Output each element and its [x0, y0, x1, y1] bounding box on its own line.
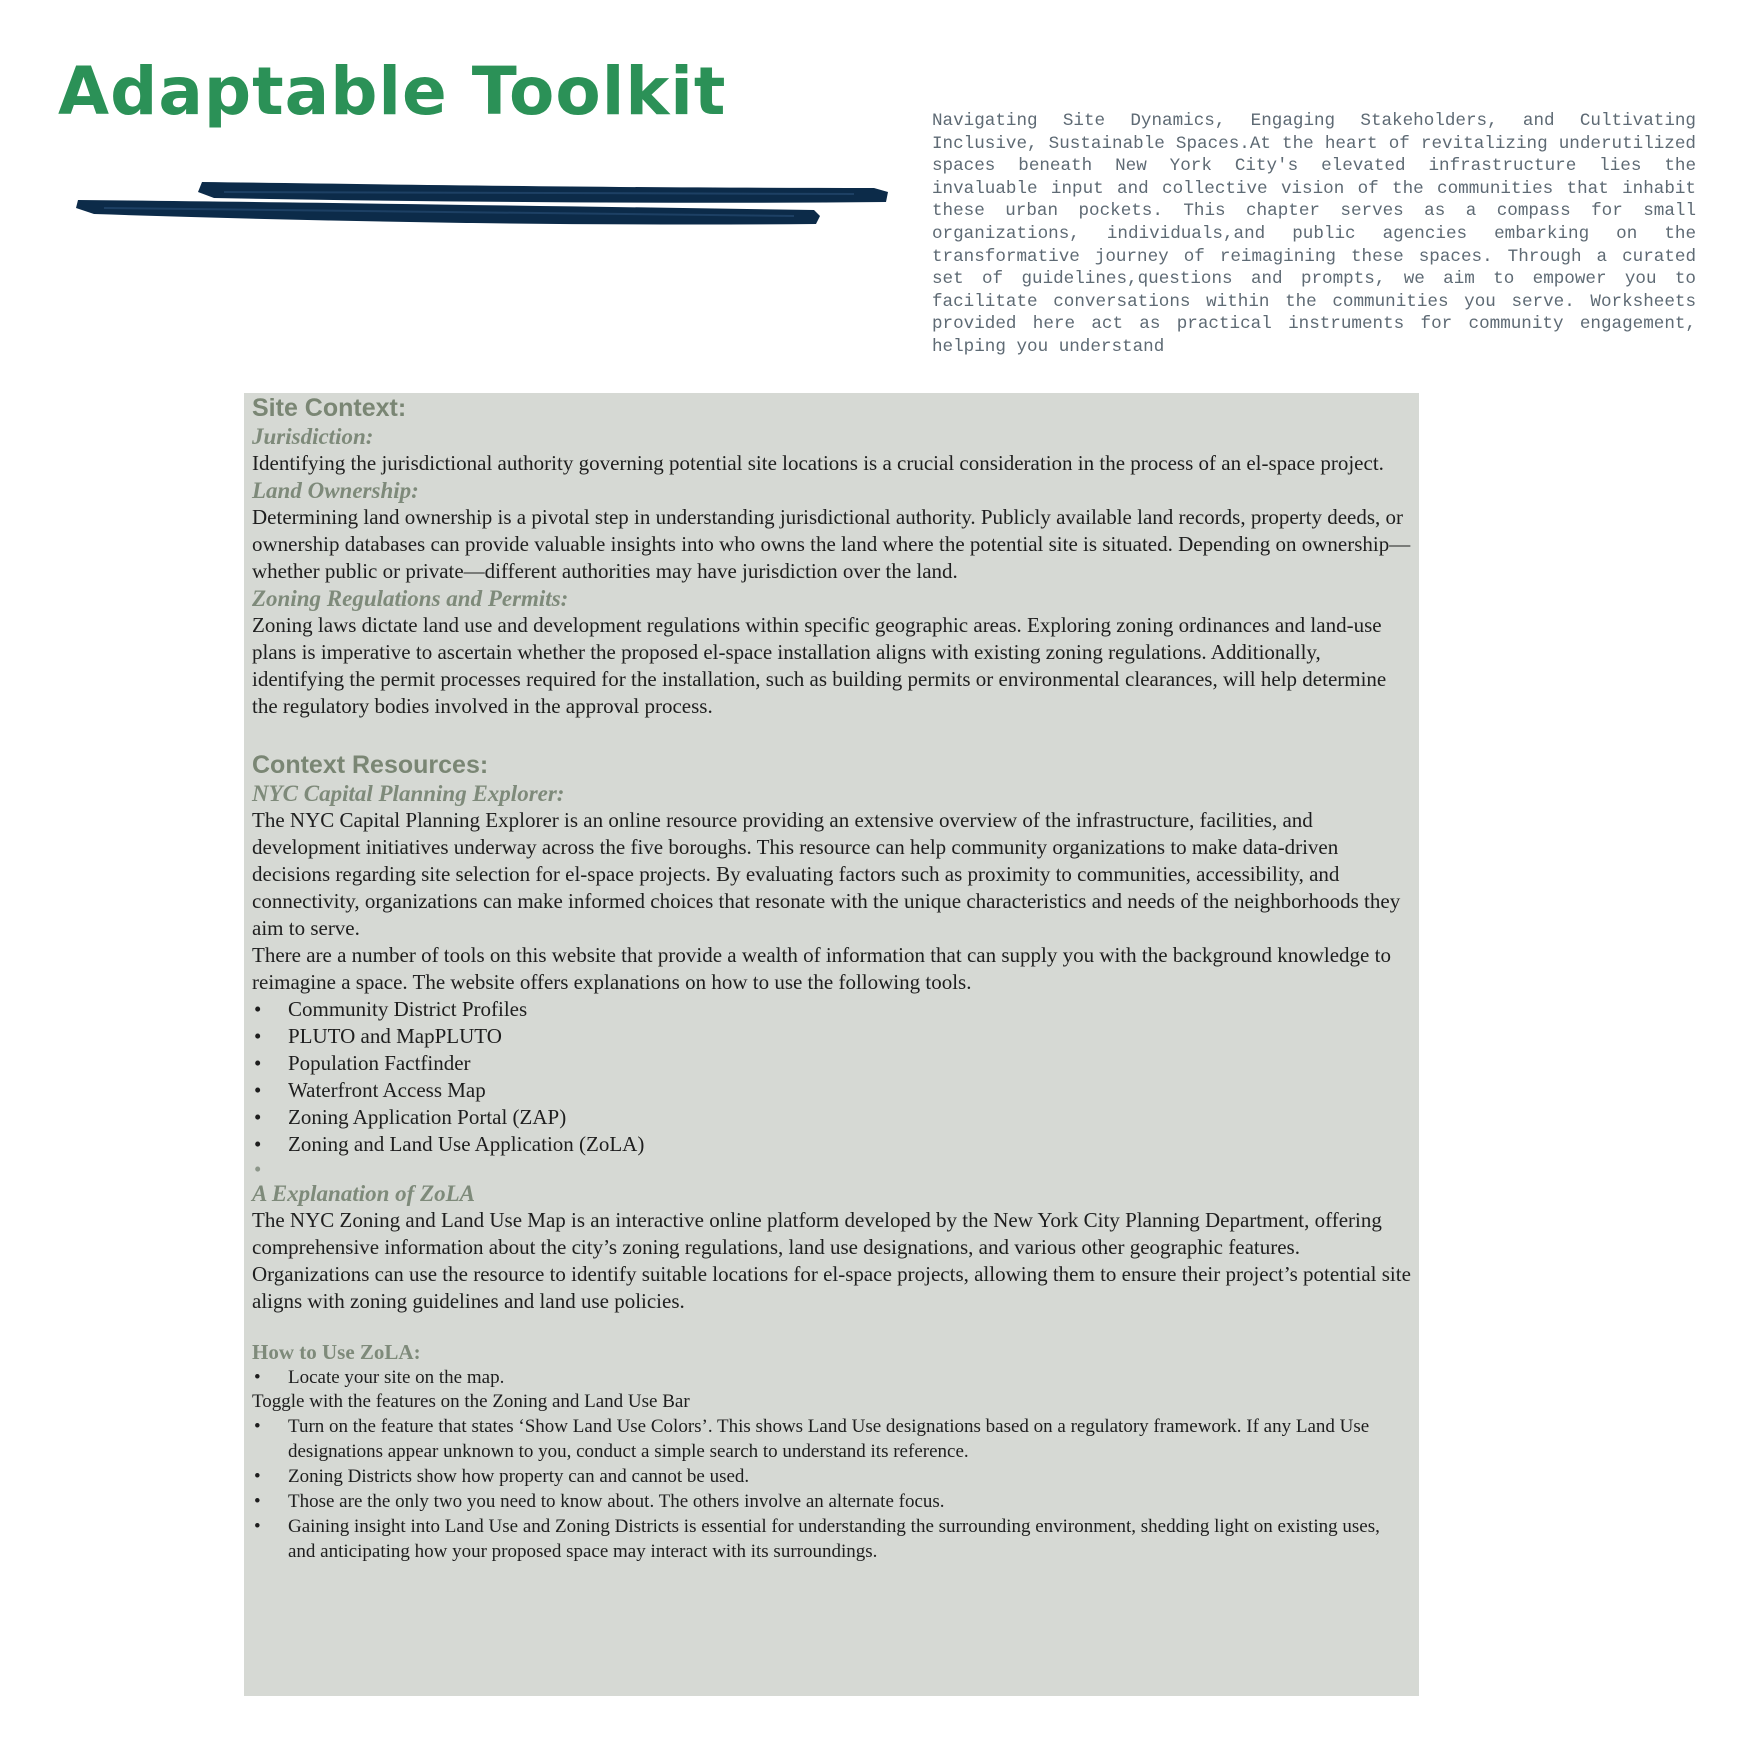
site-context-heading: Site Context:: [252, 394, 407, 422]
zola-text: The NYC Zoning and Land Use Map is an interactive online platform developed by the New York City Planning Department, offering comprehensive information about the city’s zoning regulations, land use designations, and various other geographic features. Organizations can use the resource to identify suitable locations for el-space projects, allowing them to ensure their project’s potential site aligns with zoning guidelines and land use policies.: [252, 1208, 1411, 1313]
land-ownership-text: Determining land ownership is a pivotal step in understanding jurisdictional authority. Publicly available land records, property deeds, or ownership databases can provide valuable insights into who owns the land where the potential site is situated. Depending on ownership—whether public or private—different authorities may have jurisdiction over the land.: [252, 505, 1411, 583]
bullet: •: [254, 1466, 261, 1487]
step-label: Zoning Districts show how property can and cannot be used.: [288, 1466, 750, 1487]
tool-label: Zoning and Land Use Application (ZoLA): [288, 1132, 645, 1156]
bullet: •: [254, 1105, 262, 1129]
bullet: •: [254, 1051, 262, 1075]
explorer-tools-intro: There are a number of tools on this website that provide a wealth of information that can supply you with the background knowledge to reimagine a space. The website offers explanations on how to use the following tools.: [252, 943, 1391, 994]
land-ownership-heading: Land Ownership:: [252, 478, 419, 503]
bullet: •: [254, 1416, 261, 1437]
how-to-step1-list: [252, 1365, 1411, 1390]
brush-underline: [74, 122, 894, 232]
toggle-text: Toggle with the features on the Zoning and Land Use Bar: [252, 1391, 690, 1412]
tool-label: Population Factfinder: [288, 1051, 471, 1075]
tool-label: PLUTO and MapPLUTO: [288, 1024, 502, 1048]
bullet: •: [254, 1491, 261, 1512]
bullet: •: [254, 1024, 262, 1048]
step-label: Turn on the feature that states ‘Show Land Use Colors’. This shows Land Use designations based on a regulatory framework. If any Land Use designations appear unknown to you, conduct a simple search to understand its reference.: [288, 1416, 1370, 1462]
title-block: [58, 52, 888, 192]
step-label: Those are the only two you need to know about. The others involve an alternate focus.: [288, 1491, 945, 1512]
zoning-text: Zoning laws dictate land use and development regulations within specific geographic areas. Exploring zoning ordinances and land-use plans is imperative to ascertain whether the proposed el-space installation aligns with existing zoning regulations. Additionally, identifying the permit processes required for the installation, such as building permits or environmental clearances, will help determine the regulatory bodies involved in the approval process.: [252, 613, 1387, 718]
bullet: •: [254, 1132, 262, 1156]
context-resources-heading: Context Resources:: [252, 751, 489, 779]
step-label: Locate your site on the map.: [288, 1367, 505, 1388]
list-item: [252, 1077, 1411, 1104]
step-label: Gaining insight into Land Use and Zoning Districts is essential for understanding the surrounding environment, shedding light on existing uses, and anticipating how your proposed space may interact with its surroundings.: [288, 1516, 1380, 1562]
content-panel: [244, 393, 1419, 1696]
tools-list: [252, 996, 1411, 1158]
explorer-heading: NYC Capital Planning Explorer:: [252, 781, 565, 806]
bullet: •: [254, 1367, 261, 1388]
list-item: [252, 1023, 1411, 1050]
tool-label: Waterfront Access Map: [288, 1078, 486, 1102]
list-item: [252, 996, 1411, 1023]
zoning-heading: Zoning Regulations and Permits:: [252, 586, 569, 611]
list-item: [252, 1131, 1411, 1158]
jurisdiction-heading: Jurisdiction:: [252, 424, 374, 449]
empty-bullet: •: [254, 1157, 262, 1181]
how-to-steps-list: [252, 1414, 1411, 1564]
how-to-heading: How to Use ZoLA:: [252, 1340, 421, 1364]
explorer-text: The NYC Capital Planning Explorer is an online resource providing an extensive overview of the infrastructure, facilities, and development initiatives underway across the five boroughs. This resource can help community organizations to make data-driven decisions regarding site selection for el-space projects. By evaluating factors such as proximity to communities, accessibility, and connectivity, organizations can make informed choices that resonate with the unique characteristics and needs of the neighborhoods they aim to serve.: [252, 808, 1401, 940]
list-item: [252, 1365, 1411, 1390]
list-item: [252, 1050, 1411, 1077]
tool-label: Community District Profiles: [288, 997, 528, 1021]
jurisdiction-text: Identifying the jurisdictional authority governing potential site locations is a crucial consideration in the process of an el-space project.: [252, 451, 1384, 475]
list-item: [252, 1104, 1411, 1131]
list-item: [252, 1489, 1411, 1514]
tool-label: Zoning Application Portal (ZAP): [288, 1105, 567, 1129]
bullet: •: [254, 1516, 261, 1537]
bullet: •: [254, 1078, 262, 1102]
list-item: [252, 1464, 1411, 1489]
zola-heading: A Explanation of ZoLA: [252, 1181, 476, 1206]
list-item: [252, 1514, 1411, 1564]
list-item: [252, 1414, 1411, 1464]
bullet: •: [254, 997, 262, 1021]
page-title: Adaptable Toolkit: [58, 53, 727, 130]
intro-paragraph: Navigating Site Dynamics, Engaging Stakeholders, and Cultivating Inclusive, Sustainable Spaces.At the heart of revitalizing underutilized spaces beneath New York City's elevated infrastructure lies the invaluable input and collective vision of the communities that inhabit these urban pockets. This chapter serves as a compass for small organizations, individuals,and public agencies embarking on the transformative journey of reimagining these spaces. Through a curated set of guidelines,questions and prompts, we aim to empower you to facilitate conversations within the communities you serve. Worksheets provided here act as practical instruments for community engagement, helping you understand: [932, 111, 1696, 357]
